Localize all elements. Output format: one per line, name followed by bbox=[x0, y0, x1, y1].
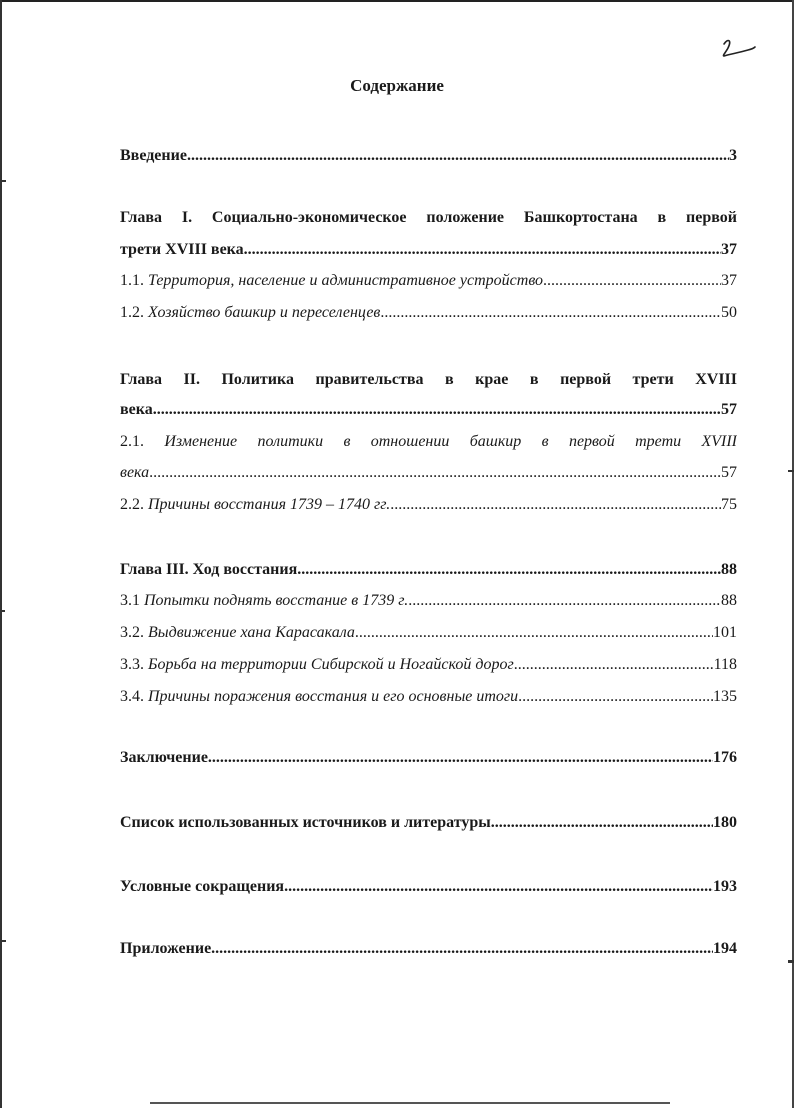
toc-leader bbox=[380, 303, 721, 323]
toc-section-number: 3.1 bbox=[120, 592, 140, 609]
page-title: Содержание bbox=[350, 76, 444, 95]
toc-page: 3 bbox=[729, 147, 737, 164]
toc-section-number: 2.1. bbox=[120, 433, 144, 450]
toc-entry-section-3-2[interactable] bbox=[120, 623, 737, 643]
toc-entry-chapter-2-line1[interactable]: Глава II. Политика правительства в крае в первой трети XVIII bbox=[120, 371, 737, 388]
toc-entry-section-1-1[interactable] bbox=[120, 271, 737, 291]
toc-label: Глава III. Ход восстания bbox=[120, 561, 298, 578]
toc-section-number: 2.2. bbox=[120, 496, 144, 513]
toc-entry-chapter-3[interactable] bbox=[120, 560, 737, 580]
toc-leader bbox=[208, 748, 713, 768]
toc-leader bbox=[297, 560, 721, 580]
toc-label: века bbox=[120, 464, 150, 481]
toc-leader bbox=[408, 591, 721, 611]
toc-page: 135 bbox=[713, 688, 737, 705]
toc-label: трети XVIII века bbox=[120, 241, 244, 258]
toc-leader bbox=[491, 813, 713, 833]
toc-entry-appendix[interactable] bbox=[120, 939, 737, 959]
toc-label: Территория, население и административное устройство bbox=[148, 272, 544, 289]
toc-page: 50 bbox=[721, 304, 737, 321]
toc-section-number: 3.2. bbox=[120, 624, 144, 641]
toc-leader bbox=[543, 271, 721, 291]
toc-leader bbox=[355, 623, 713, 643]
toc-label: Заключение bbox=[120, 749, 208, 766]
toc-page: 180 bbox=[713, 814, 737, 831]
toc-section-number: 1.2. bbox=[120, 304, 144, 321]
toc-entry-section-2-1[interactable] bbox=[120, 463, 737, 483]
toc-label: Причины восстания 1739 – 1740 гг. bbox=[148, 496, 391, 513]
toc-label: Список использованных источников и литературы bbox=[120, 814, 491, 831]
toc-entry-conclusion[interactable] bbox=[120, 748, 737, 768]
toc-section-number: 3.4. bbox=[120, 688, 144, 705]
toc-page: 176 bbox=[713, 749, 737, 766]
toc-page: 101 bbox=[713, 624, 737, 641]
toc-label: Борьба на территории Сибирской и Ногайской дорог bbox=[148, 656, 514, 673]
toc-page: 37 bbox=[721, 241, 737, 258]
toc-entry-chapter-2[interactable] bbox=[120, 400, 737, 420]
toc-label: Введение bbox=[120, 147, 187, 164]
toc-entry-chapter-1-line1[interactable]: Глава I. Социально-экономическое положение Башкортостана в первой bbox=[120, 209, 737, 226]
scan-speck bbox=[0, 180, 6, 182]
toc-entry-section-3-3[interactable] bbox=[120, 655, 737, 675]
toc-page: 194 bbox=[713, 940, 737, 957]
toc-leader bbox=[187, 146, 729, 166]
toc-label: Хозяйство башкир и переселенцев bbox=[148, 304, 381, 321]
toc-page: 75 bbox=[721, 496, 737, 513]
toc-section-number: 1.1. bbox=[120, 272, 144, 289]
toc-leader bbox=[244, 240, 721, 260]
scan-line-bottom bbox=[150, 1102, 670, 1104]
toc-page: 193 bbox=[713, 878, 737, 895]
toc-entry-sources[interactable] bbox=[120, 813, 737, 833]
scan-speck bbox=[0, 610, 5, 612]
scan-speck bbox=[0, 940, 6, 942]
scan-speck bbox=[788, 470, 794, 472]
toc-page: 57 bbox=[721, 464, 737, 481]
scan-border-top bbox=[0, 0, 794, 2]
toc-label: Выдвижение хана Карасакала bbox=[148, 624, 355, 641]
toc-label: Причины поражения восстания и его основные итоги bbox=[148, 688, 519, 705]
toc-label: Попытки поднять восстание в 1739 г. bbox=[144, 592, 409, 609]
toc-entry-intro[interactable] bbox=[120, 146, 737, 166]
toc-leader bbox=[211, 939, 713, 959]
toc-entry-section-2-2[interactable] bbox=[120, 495, 737, 515]
toc-leader bbox=[284, 877, 713, 897]
toc-entry-abbreviations[interactable] bbox=[120, 877, 737, 897]
toc-entry-chapter-1[interactable] bbox=[120, 240, 737, 260]
toc-leader bbox=[514, 655, 714, 675]
toc-entry-section-1-2[interactable] bbox=[120, 303, 737, 323]
toc-label: Изменение политики в отношении башкир в первой трети XVIII bbox=[164, 433, 737, 450]
toc-leader bbox=[153, 400, 721, 420]
toc-label: века bbox=[120, 401, 153, 418]
toc-page: 88 bbox=[721, 561, 737, 578]
toc-label: Приложение bbox=[120, 940, 212, 957]
scan-speck bbox=[788, 960, 794, 963]
toc-page: 37 bbox=[721, 272, 737, 289]
toc-page: 118 bbox=[713, 656, 737, 673]
toc-page: 57 bbox=[721, 401, 737, 418]
toc-entry-section-3-1[interactable] bbox=[120, 591, 737, 611]
toc-leader bbox=[518, 687, 713, 707]
handwritten-page-number bbox=[718, 36, 758, 60]
toc-entry-section-2-1-line1[interactable] bbox=[120, 432, 737, 452]
toc-entry-section-3-4[interactable] bbox=[120, 687, 737, 707]
toc-section-number: 3.3. bbox=[120, 656, 144, 673]
toc-page: 88 bbox=[721, 592, 737, 609]
toc-leader bbox=[390, 495, 721, 515]
toc-label: Условные сокращения bbox=[120, 878, 285, 895]
toc-leader bbox=[149, 463, 721, 483]
